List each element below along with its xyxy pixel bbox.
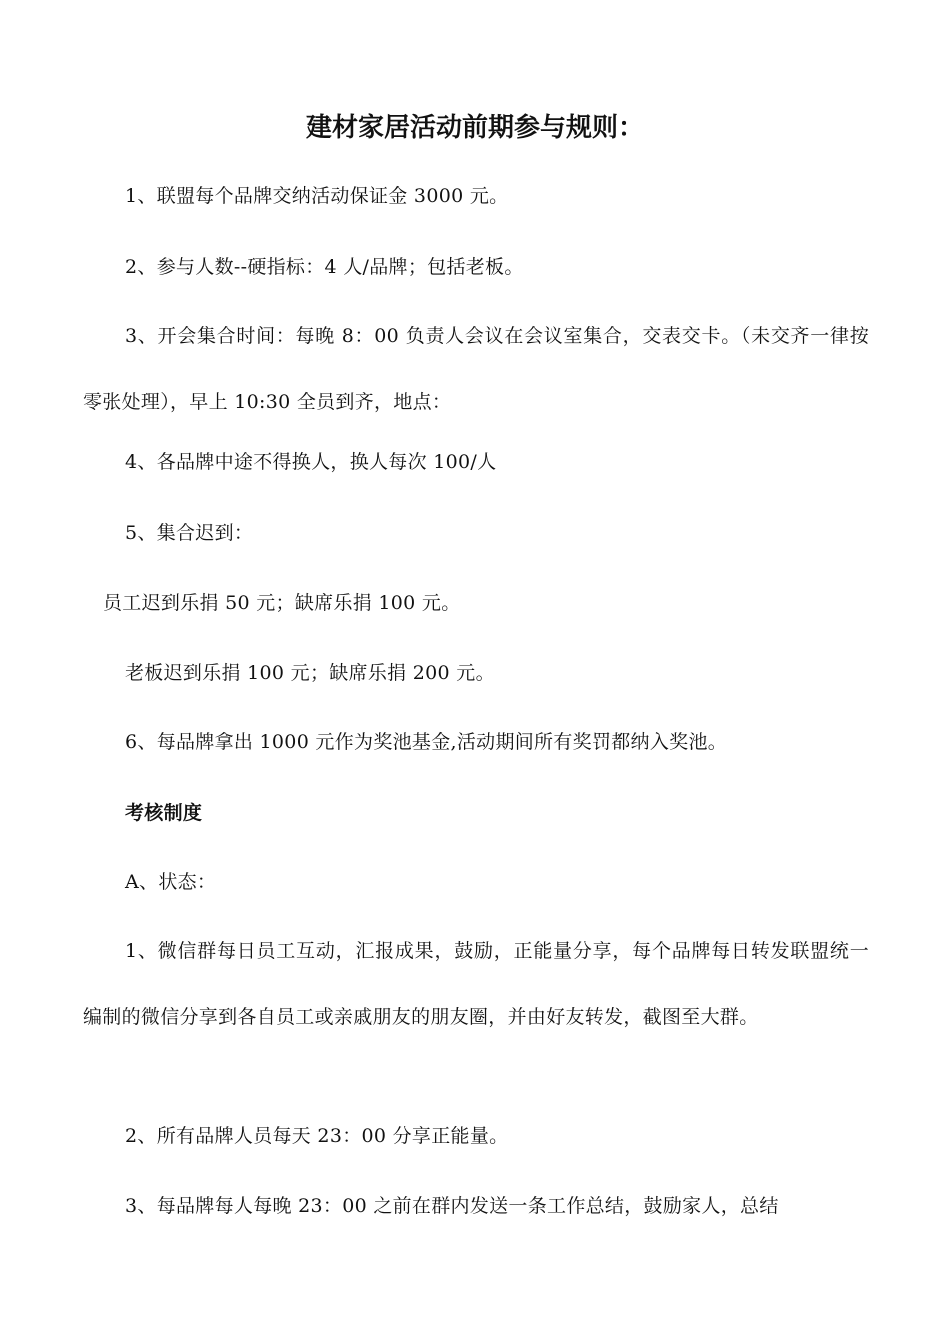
rule-3-meeting-time: 3、开会集合时间：每晚 8：00 负责人会议在会议室集合，交表交卡。（未交齐一律按零张处理），早上 10:30 全员到齐，地点： (83, 325, 869, 413)
section-heading-assessment: 考核制度 (125, 802, 203, 824)
assessment-3-daily-summary: 3、每品牌每人每晚 23：00 之前在群内发送一条工作总结，鼓励家人，总结 (125, 1195, 779, 1217)
rule-1-deposit: 1、联盟每个品牌交纳活动保证金 3000 元。 (125, 185, 509, 207)
rule-5-staff-penalty: 员工迟到乐捐 50 元；缺席乐捐 100 元。 (103, 592, 461, 614)
subsection-a-status: A、状态： (125, 871, 217, 893)
rule-5-late-arrival: 5、集合迟到： (125, 522, 254, 544)
assessment-1-wechat: 1、微信群每日员工互动，汇报成果，鼓励，正能量分享，每个品牌每日转发联盟统一编制的微信分享到各自员工或亲戚朋友的朋友圈，并由好友转发，截图至大群。 (83, 940, 869, 1028)
rule-6-prize-pool: 6、每品牌拿出 1000 元作为奖池基金,活动期间所有奖罚都纳入奖池。 (125, 731, 728, 753)
rule-2-participants: 2、参与人数--硬指标：4 人/品牌；包括老板。 (125, 256, 524, 278)
rule-5-owner-penalty: 老板迟到乐捐 100 元；缺席乐捐 200 元。 (125, 662, 495, 684)
document-title: 建材家居活动前期参与规则： (305, 113, 644, 143)
rule-4-no-substitution: 4、各品牌中途不得换人，换人每次 100/人 (125, 451, 497, 473)
assessment-2-positive-energy: 2、所有品牌人员每天 23：00 分享正能量。 (125, 1125, 509, 1147)
